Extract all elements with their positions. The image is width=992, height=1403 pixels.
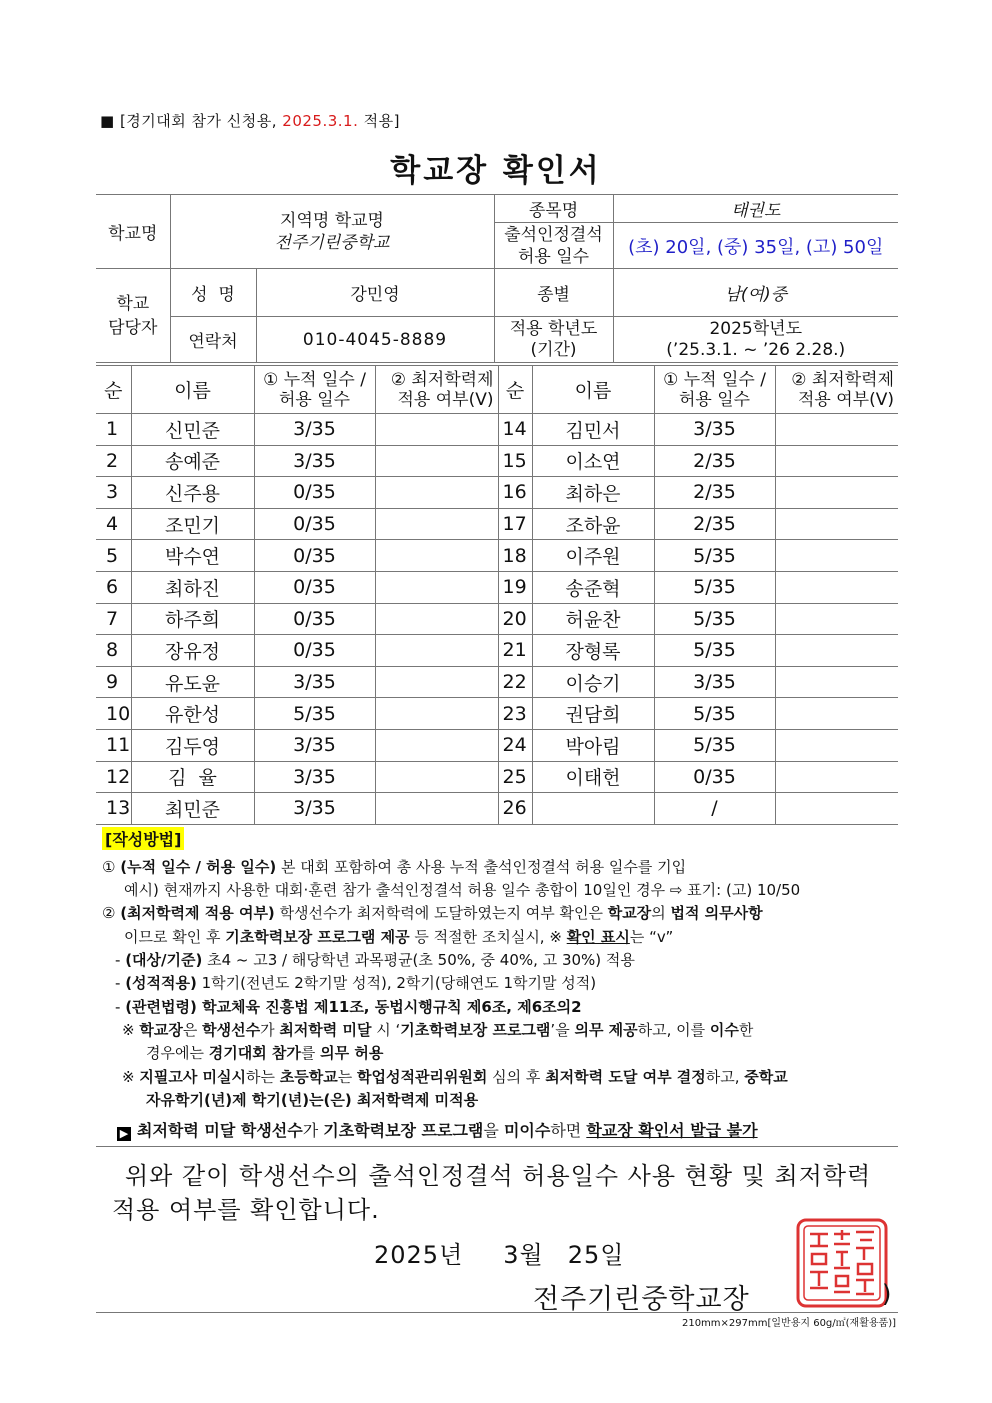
- student-no: 26: [498, 793, 532, 825]
- student-no: 23: [498, 698, 532, 730]
- method-line-8: ※ 학교장은 학생선수가 최저학력 미달 시 ‘기초학력보장 프로그램’을 의무 제공하고, 이를 이수한: [122, 1021, 754, 1039]
- student-min-check: [775, 603, 898, 635]
- student-name: 김 율: [131, 761, 254, 793]
- divider: [96, 1146, 898, 1147]
- student-min-check: [775, 635, 898, 667]
- student-days: 3/35: [654, 414, 775, 446]
- method-line-11: 자유학기(년)제 학기(년)는(은) 최저학력제 미적용: [146, 1091, 479, 1109]
- top-note: ■ [경기대회 참가 신청용, 2025.3.1. 적용]: [100, 112, 400, 130]
- student-no: 12: [96, 761, 131, 793]
- student-days: 0/35: [254, 540, 375, 572]
- student-days: 2/35: [654, 445, 775, 477]
- student-days: 3/35: [254, 729, 375, 761]
- student-min-check: [775, 793, 898, 825]
- table-row: [96, 603, 898, 635]
- student-days: 0/35: [254, 571, 375, 603]
- method-line-6: - (성적적용) 1학기(전년도 2학기말 성적), 2학기(당해연도 1학기말 성적): [115, 974, 597, 992]
- student-no: 10: [96, 698, 131, 730]
- table-row: [96, 793, 898, 825]
- student-no: 16: [498, 477, 532, 509]
- student-name: 최민준: [131, 793, 254, 825]
- student-no: 3: [96, 477, 131, 509]
- student-no: 13: [96, 793, 131, 825]
- student-name: 박수연: [131, 540, 254, 572]
- student-name: 최하은: [532, 477, 654, 509]
- student-days: 0/35: [254, 635, 375, 667]
- student-min-check: [375, 729, 498, 761]
- student-min-check: [375, 540, 498, 572]
- student-name: 조민기: [131, 508, 254, 540]
- student-name: 유도윤: [131, 666, 254, 698]
- method-line-12: ▶ 최저학력 미달 학생선수가 기초학력보장 프로그램을 미이수하면 학교장 확인서 발급 불가: [117, 1120, 758, 1142]
- student-name: 장유정: [131, 635, 254, 667]
- student-name: 허윤찬: [532, 603, 654, 635]
- method-header: [작성방법]: [102, 827, 184, 850]
- student-days: 5/35: [654, 698, 775, 730]
- student-name: 송준혁: [532, 571, 654, 603]
- student-name: 김두영: [131, 729, 254, 761]
- student-no: 15: [498, 445, 532, 477]
- student-name: 이소연: [532, 445, 654, 477]
- date-line: 2025년 3월 25일: [374, 1241, 625, 1269]
- student-days: 3/35: [254, 761, 375, 793]
- student-min-check: [375, 635, 498, 667]
- student-min-check: [375, 445, 498, 477]
- method-line-2: 예시) 현재까지 사용한 대회·훈련 참가 출석인정결석 허용 일수 총합이 10일인 경우 ⇨ 표기: (고) 10/50: [124, 881, 801, 899]
- student-no: 8: [96, 635, 131, 667]
- principal-name: 전주기린중학교장: [533, 1284, 750, 1315]
- contact-label: 연락처: [170, 317, 256, 363]
- student-name: 박아림: [532, 729, 654, 761]
- student-days: 5/35: [654, 540, 775, 572]
- page-title: 학교장 확인서: [390, 153, 602, 189]
- school-hint: 지역명 학교명: [280, 210, 384, 231]
- student-name: 조하윤: [532, 508, 654, 540]
- official-seal: [794, 1216, 890, 1310]
- student-name: 송예준: [131, 445, 254, 477]
- student-name: 이주원: [532, 540, 654, 572]
- student-min-check: [775, 445, 898, 477]
- student-no: 9: [96, 666, 131, 698]
- year-period: (’25.3.1. ~ ’26 2.28.): [666, 339, 846, 360]
- arrow-right-icon: ▶: [117, 1127, 131, 1141]
- student-name: 이승기: [532, 666, 654, 698]
- table-row: [96, 571, 898, 603]
- method-line-10: ※ 지필고사 미실시하는 초등학교는 학업성적관리위원회 심의 후 최저학력 도달 여부 결정하고, 중학교: [122, 1068, 788, 1086]
- student-min-check: [775, 698, 898, 730]
- student-no: 24: [498, 729, 532, 761]
- student-min-check: [775, 666, 898, 698]
- student-name: [532, 793, 654, 825]
- absence-allowed-days: (초) 20일, (중) 35일, (고) 50일: [613, 223, 898, 269]
- method-line-5: - (대상/기준) 초4 ~ 고3 / 해당학년 과목평균(초 50%, 중 40%, 고 30%) 적용: [115, 951, 635, 969]
- method-line-1: ① (누적 일수 / 허용 일수) 본 대회 포함하여 총 사용 누적 출석인정결석 허용 일수를 기입: [102, 858, 687, 876]
- manager-name: 강민영: [256, 269, 494, 317]
- student-days: 0/35: [254, 508, 375, 540]
- table-row: [96, 698, 898, 730]
- student-min-check: [375, 603, 498, 635]
- table-row: [96, 761, 898, 793]
- table-row: [96, 508, 898, 540]
- student-no: 4: [96, 508, 131, 540]
- gender-label: 종별: [494, 269, 613, 317]
- student-name: 장형록: [532, 635, 654, 667]
- student-min-check: [375, 793, 498, 825]
- method-line-9: 경우에는 경기대회 참가를 의무 허용: [146, 1044, 384, 1062]
- paper-spec: 210mm×297mm[일반용지 60g/㎡(재활용품)]: [681, 1318, 896, 1329]
- footer-divider: [96, 1312, 898, 1313]
- student-no: 1: [96, 414, 131, 446]
- student-no: 21: [498, 635, 532, 667]
- sport-value: 태권도: [613, 195, 898, 223]
- close-paren: ): [882, 1280, 892, 1308]
- student-min-check: [775, 571, 898, 603]
- student-min-check: [775, 761, 898, 793]
- student-min-check: [375, 477, 498, 509]
- table-row: [96, 540, 898, 572]
- school-label: 학교명: [96, 195, 170, 269]
- student-days: 0/35: [254, 603, 375, 635]
- student-min-check: [375, 508, 498, 540]
- student-days: 2/35: [654, 477, 775, 509]
- student-days: 5/35: [654, 635, 775, 667]
- student-no: 25: [498, 761, 532, 793]
- student-no: 18: [498, 540, 532, 572]
- apply-date: 2025.3.1.: [282, 112, 359, 130]
- student-days: 3/35: [254, 414, 375, 446]
- confirm-line-1: 위와 같이 학생선수의 출석인정결석 허용일수 사용 현황 및 최저학력: [125, 1162, 872, 1190]
- table-row: [96, 445, 898, 477]
- student-days: 3/35: [654, 666, 775, 698]
- student-days: 0/35: [654, 761, 775, 793]
- student-no: 5: [96, 540, 131, 572]
- student-no: 11: [96, 729, 131, 761]
- student-days: 2/35: [654, 508, 775, 540]
- table-row: [96, 729, 898, 761]
- student-no: 19: [498, 571, 532, 603]
- contact-value: 010-4045-8889: [256, 317, 494, 363]
- student-no: 20: [498, 603, 532, 635]
- table-row: [96, 477, 898, 509]
- student-min-check: [775, 508, 898, 540]
- student-name: 신민준: [131, 414, 254, 446]
- student-min-check: [775, 414, 898, 446]
- student-days: 0/35: [254, 477, 375, 509]
- table-row: [96, 635, 898, 667]
- year-value: 2025학년도: [709, 318, 803, 339]
- method-line-3: ② (최저학력제 적용 여부) 학생선수가 최저학력에 도달하였는지 여부 확인은 학교장의 법적 의무사항: [102, 904, 763, 922]
- student-min-check: [375, 414, 498, 446]
- student-days: 3/35: [254, 445, 375, 477]
- info-table: 학교명 지역명 학교명 전주기린중학교 종목명 태권도 출석인정결석 허용 일수 (초) 20일, (중) 35일, (고) 50일 학교 담당자 성 명 강민영 종별 남(여)중 연락처 010-4045-8889 적용 학년도 (기간) 2025학년도 (’25.3.1. ~ ’26 2.28.): [96, 194, 898, 363]
- student-days: 5/35: [654, 729, 775, 761]
- student-min-check: [375, 666, 498, 698]
- student-no: 7: [96, 603, 131, 635]
- student-min-check: [775, 540, 898, 572]
- student-days: 5/35: [654, 571, 775, 603]
- student-days: 5/35: [654, 603, 775, 635]
- student-table: 순 이름 ① 누적 일수 / 허용 일수 ② 최저학력제 적용 여부(V) 순 이름 ① 누적 일수 / 허용 일수 ② 최저학력제 적용 여부(V) 1 신민준 3/35 14 김민서 3/35 2 송예준 3/35 15 이소연 2/35 3 신주용 0/35 16 최하은 2/35 4 조민기 0/35 17 조하윤 2/35 5 박수연 0/35 18 이주원 5/35 6 최하진 0/35 19 송준혁 5/35 7 하주희 0/35 20 허윤찬 5/35 8 장유정 0/35 21 장형록 5/35 9 유도윤 3/35 22 이승기 3/35 10 유한성 5/35 23 권담희 5/35 11 김두영 3/35 24 박아림 5/35 12 김 율 3/35 25 이태헌 0/35 13 최민준 3/35 26 /: [96, 365, 898, 825]
- confirm-line-2: 적용 여부를 확인합니다.: [112, 1196, 380, 1224]
- student-name: 하주희: [131, 603, 254, 635]
- name-label: 성 명: [170, 269, 256, 317]
- student-min-check: [375, 571, 498, 603]
- student-days: 3/35: [254, 666, 375, 698]
- student-no: 14: [498, 414, 532, 446]
- table-row: [96, 414, 898, 446]
- student-name: 최하진: [131, 571, 254, 603]
- student-days: /: [654, 793, 775, 825]
- student-no: 6: [96, 571, 131, 603]
- method-line-4: 이므로 확인 후 기초학력보장 프로그램 제공 등 적절한 조치실시, ※ 확인 표시는 “v”: [124, 928, 674, 946]
- student-name: 신주용: [131, 477, 254, 509]
- student-min-check: [775, 729, 898, 761]
- student-name: 유한성: [131, 698, 254, 730]
- student-no: 17: [498, 508, 532, 540]
- student-min-check: [375, 698, 498, 730]
- student-name: 김민서: [532, 414, 654, 446]
- gender-value: 남(여)중: [613, 269, 898, 317]
- student-days: 3/35: [254, 793, 375, 825]
- student-min-check: [375, 761, 498, 793]
- student-no: 2: [96, 445, 131, 477]
- student-min-check: [775, 477, 898, 509]
- school-name: 전주기린중학교: [274, 232, 390, 253]
- student-no: 22: [498, 666, 532, 698]
- method-line-7: - (관련법령) 학교체육 진흥법 제11조, 동법시행규칙 제6조, 제6조의2: [115, 998, 582, 1016]
- student-days: 5/35: [254, 698, 375, 730]
- student-name: 권담희: [532, 698, 654, 730]
- table-row: [96, 666, 898, 698]
- student-name: 이태헌: [532, 761, 654, 793]
- sport-label: 종목명: [494, 195, 613, 223]
